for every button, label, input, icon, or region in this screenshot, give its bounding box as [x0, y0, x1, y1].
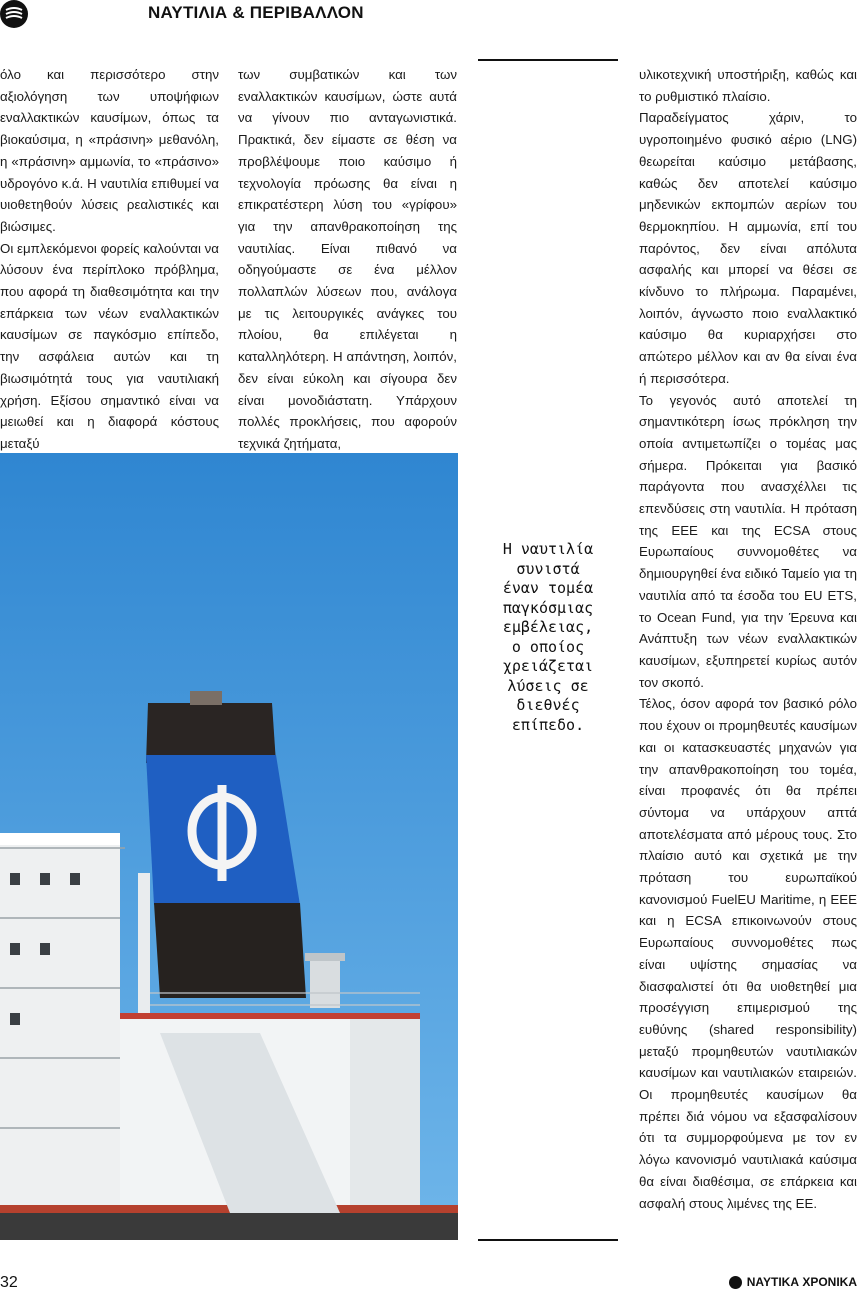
brand-footer — [729, 1275, 857, 1289]
pull-quote-bottom-rule — [478, 1239, 618, 1241]
magazine-logo-icon — [0, 0, 28, 28]
article-column-2 — [238, 64, 457, 455]
funnel-top — [146, 703, 276, 763]
article-column-3 — [639, 64, 857, 1214]
paragraph: Το γεγονός αυτό αποτελεί τη σημαντικότερη ίσως πρόκληση την οποία αντιμετωπίζει ο τομέας μας σήμερα. Πρόκειται για βασικό παράγοντα που ανασχέλλει τις επενδύσεις στη ναυτιλία. Η πρόταση της ΕΕΕ και της ECSA στους Ευρωπαίους συννομοθέτες να δημιουργηθεί ένα ειδικό Ταμείο για τη ναυτιλία από τα έσοδα του EU ETS, το Ocean Fund, για την Έρευνα και Ανάπτυξη των νέων εναλλακτικών καυσίμων, εξυπηρετεί κυρίως αυτόν τον σκοπό. — [639, 392, 857, 690]
paragraph: υλικοτεχνική υποστήριξη, καθώς και το ρυθμιστικό πλαίσιο. — [639, 67, 857, 104]
pull-quote: Η ναυτιλία συνιστά έναν τομέα παγκόσμιας εμβέλειας, ο οποίος χρειάζεται λύσεις σε διεθνές επίπεδο. — [502, 540, 594, 734]
paragraph: Οι εμπλεκόμενοι φορείς καλούνται να λύσουν ένα περίπλοκο πρόβλημα, που αφορά τη διαθεσιμότητα και την επάρκεια των νέων εναλλακτικών καυσίμων σε παγκόσμιο επίπεδο, την ασφάλεια αυτών και τη βιωσιμότητά τους για ναυτιλιακή χρήση. Εξίσου σημαντικό είναι να μειωθεί και η διαφορά κόστους μεταξύ — [0, 240, 219, 451]
page-number: 32 — [0, 1274, 18, 1291]
bridge-deck — [0, 833, 120, 1233]
paragraph: Τέλος, όσον αφορά τον βασικό ρόλο που έχουν οι προμηθευτές καυσίμων και οι κατασκευαστές μηχανών για την απανθρακοποίηση του τομέα, είναι προφανές ότι θα πρέπει σύντομα να υπάρχουν απτά αποτελέσματα από μέρους τους. Στο πλαίσιο αυτό και σχετικά με την πρόταση του ευρωπαϊκού κανονισμού FuelEU Maritime, η ΕΕΕ και η ECSA επικοινωνούν στους Ευρωπαίους συννομοθέτες πως είναι υψίστης σημασίας να διασφαλιστεί ότι θα υιοθετηθεί μια προσέγγιση επιμερισμού της ευθύνης (shared responsibility) μεταξύ προμηθευτών ναυτιλιακών καυσίμων και ναυτιλιακών εταιρειών. Οι προμηθευτές καυσίμων θα πρέπει διά νόμου να εξασφαλίσουν ότι τα συμμορφούμενα με τον εν λόγω κανονισμό ναυτιλιακά καύσιμα θα είναι διαθέσιμα, σε επάρκεια και ασφαλή στους λιμένες της ΕΕ. — [639, 696, 857, 1211]
paragraph: όλο και περισσότερο στην αξιολόγηση των υποψήφιων εναλλακτικών καυσίμων, όπως τα βιοκαύσιμα, η «πράσινη» μεθανόλη, η «πράσινη» αμμωνία, το «πράσινο» υδρογόνο κ.ά. Η ναυτιλία επιθυμεί να υιοθετηθούν λύσεις ρεαλιστικές και βιώσιμες. — [0, 67, 219, 234]
paragraph: Παραδείγματος χάριν, το υγροποιημένο φυσικό αέριο (LNG) θεωρείται καύσιμο μετάβασης, καθώς δεν αποτελεί καύσιμο μηδενικών εκπομπών αερίων του θερμοκηπίου. Η αμμωνία, επί του παρόντος, δεν είναι απόλυτα ασφαλής και μπορεί να θέσει σε κίνδυνο το πλήρωμα. Παραμένει, λοιπόν, άγνωστο ποιο εναλλακτικό καύσιμο θα κυριαρχήσει στο απώτερο μέλλον και αν θα είναι ένα ή περισσότερα. — [639, 110, 857, 386]
section-title: ΝΑΥΤΙΛΙΑ & ΠΕΡΙΒΑΛΛΟΝ — [148, 3, 364, 22]
main-deck — [0, 1213, 458, 1240]
ship-funnel-photo — [0, 453, 458, 1240]
pull-quote-top-rule — [478, 59, 618, 61]
brand-name: ΝΑΥΤΙΚΑ ΧΡΟΝΙΚΑ — [746, 1275, 857, 1289]
article-column-1 — [0, 64, 219, 455]
brand-logo-icon — [729, 1276, 742, 1289]
funnel-bottom — [154, 903, 306, 998]
paragraph: των συμβατικών και των εναλλακτικών καυσίμων, ώστε αυτά να γίνουν πιο ανταγωνιστικά. Πρακτικά, δεν είμαστε σε θέση να προβλέψουμε ποιο καύσιμο ή τεχνολογία πρόωσης θα είναι η επικρατέστερη λύση του «γρίφου» για την απανθρακοποίηση της ναυτιλίας. Είναι πιθανό να οδηγούμαστε σε ένα μέλλον πολλαπλών λύσεων που, ανάλογα με τις λειτουργικές ανάγκες του πλοίου, θα επιλέγεται η καταλληλότερη. Η απάντηση, λοιπόν, δεν είναι εύκολη και σίγουρα δεν είναι μονοδιάστατη. Υπάρχουν πολλές προκλήσεις, που αφορούν τεχνικά ζητήματα, — [238, 67, 457, 451]
